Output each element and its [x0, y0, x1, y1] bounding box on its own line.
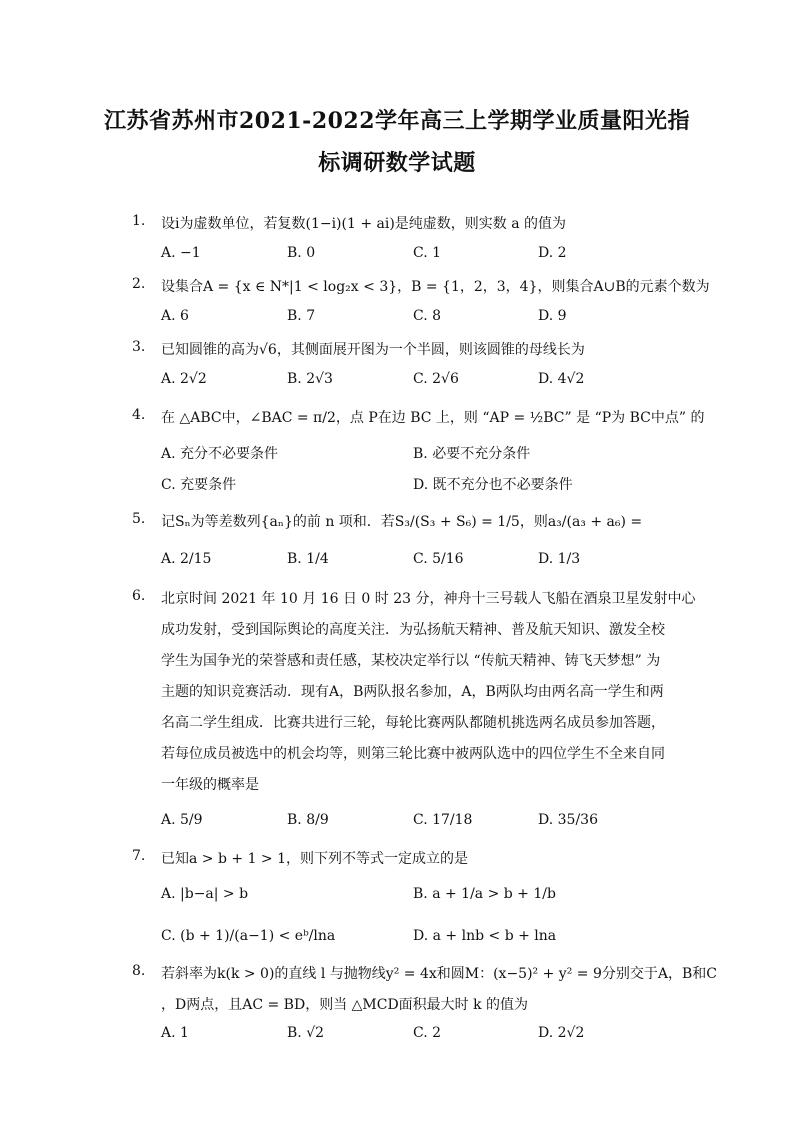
question-8-option-c: C. 2 [413, 1025, 442, 1041]
question-2-option-a: A. 6 [161, 308, 189, 324]
question-7-number: 7. [132, 848, 146, 864]
question-7-option-b: B. a + 1/a > b + 1/b [413, 886, 556, 902]
question-1-text: 设i为虚数单位，若复数(1−i)(1 + ai)是纯虚数，则实数 a 的值为 [161, 216, 567, 232]
question-1-option-b: B. 0 [287, 245, 316, 261]
question-6-number: 6. [132, 588, 146, 604]
question-5-option-d: D. 1/3 [538, 551, 581, 567]
question-8-option-b: B. √2 [287, 1025, 325, 1041]
question-7-option-a: A. |b−a| > b [161, 886, 249, 902]
question-6-option-b: B. 8/9 [287, 812, 329, 828]
question-4-option-b: B. 必要不充分条件 [413, 446, 531, 462]
question-4-text: 在 △ABC中，∠BAC = π/2，点 P在边 BC 上，则 “AP = ½BC” 是 “P为 BC中点” 的 [161, 410, 705, 426]
question-3-number: 3. [132, 339, 146, 355]
question-8-option-d: D. 2√2 [538, 1025, 585, 1041]
question-6-line: 若每位成员被选中的机会均等，则第三轮比赛中被两队选中的四位学生不全来自同 [161, 746, 665, 762]
question-6-line: 学生为国争光的荣誉感和责任感，某校决定举行以 “传航天精神、铸飞天梦想” 为 [161, 653, 661, 669]
question-6-line: 成功发射，受到国际舆论的高度关注．为弘扬航天精神、普及航天知识、激发全校 [161, 622, 665, 638]
question-1-option-d: D. 2 [538, 245, 567, 261]
question-6-line: 名高二学生组成．比赛共进行三轮，每轮比赛两队都随机挑选两名成员参加答题， [161, 715, 665, 731]
question-5-number: 5. [132, 511, 146, 527]
question-5-option-b: B. 1/4 [287, 551, 329, 567]
question-6-line: 北京时间 2021 年 10 月 16 日 0 时 23 分，神舟十三号载人飞船在酒泉卫星发射中心 [161, 591, 696, 607]
question-6-line: 主题的知识竞赛活动．现有A，B两队报名参加，A，B两队均由两名高一学生和两 [161, 684, 664, 700]
question-3-option-b: B. 2√3 [287, 371, 333, 387]
question-6-line: 一年级的概率是 [161, 777, 259, 793]
question-3-option-c: C. 2√6 [413, 371, 459, 387]
question-7-text: 已知a > b + 1 > 1，则下列不等式一定成立的是 [161, 851, 469, 867]
question-8-line: 若斜率为k(k > 0)的直线 l 与抛物线y² = 4x和圆M：(x−5)² + y² = 9分别交于A，B和C [161, 966, 717, 982]
question-3-option-d: D. 4√2 [538, 371, 585, 387]
page-title-line1: 江苏省苏州市2021-2022学年高三上学期学业质量阳光指 [103, 108, 691, 134]
question-7-option-d: D. a + lnb < b + lna [413, 928, 557, 944]
question-7-option-c: C. (b + 1)/(a−1) < eᵇ/lna [161, 928, 336, 944]
question-6-option-d: D. 35/36 [538, 812, 598, 828]
question-8-number: 8. [132, 963, 146, 979]
question-1-option-c: C. 1 [413, 245, 442, 261]
question-6-option-a: A. 5/9 [161, 812, 203, 828]
question-3-option-a: A. 2√2 [161, 371, 207, 387]
question-1-number: 1. [132, 213, 146, 229]
question-8-option-a: A. 1 [161, 1025, 189, 1041]
question-2-option-d: D. 9 [538, 308, 567, 324]
page-title-line2: 标调研数学试题 [318, 150, 476, 176]
question-2-text: 设集合A = {x ∈ N*|1 < log₂x < 3}，B = {1，2，3，4}，则集合A∪B的元素个数为 [161, 279, 710, 295]
question-1-option-a: A. −1 [161, 245, 201, 261]
question-8-line: ，D两点，且AC = BD，则当 △MCD面积最大时 k 的值为 [161, 997, 529, 1013]
question-4-option-c: C. 充要条件 [161, 477, 237, 493]
question-4-option-a: A. 充分不必要条件 [161, 446, 279, 462]
question-4-number: 4. [132, 407, 146, 423]
question-5-option-a: A. 2/15 [161, 551, 212, 567]
question-2-number: 2. [132, 276, 146, 292]
question-3-text: 已知圆锥的高为√6，其侧面展开图为一个半圆，则该圆锥的母线长为 [161, 342, 585, 358]
question-5-text: 记Sₙ为等差数列{aₙ}的前 n 项和．若S₃/(S₃ + S₆) = 1/5，则a₃/(a₃ + a₆) = [161, 514, 643, 530]
question-5-option-c: C. 5/16 [413, 551, 464, 567]
question-6-option-c: C. 17/18 [413, 812, 473, 828]
question-4-option-d: D. 既不充分也不必要条件 [413, 477, 573, 493]
question-2-option-b: B. 7 [287, 308, 316, 324]
question-2-option-c: C. 8 [413, 308, 442, 324]
